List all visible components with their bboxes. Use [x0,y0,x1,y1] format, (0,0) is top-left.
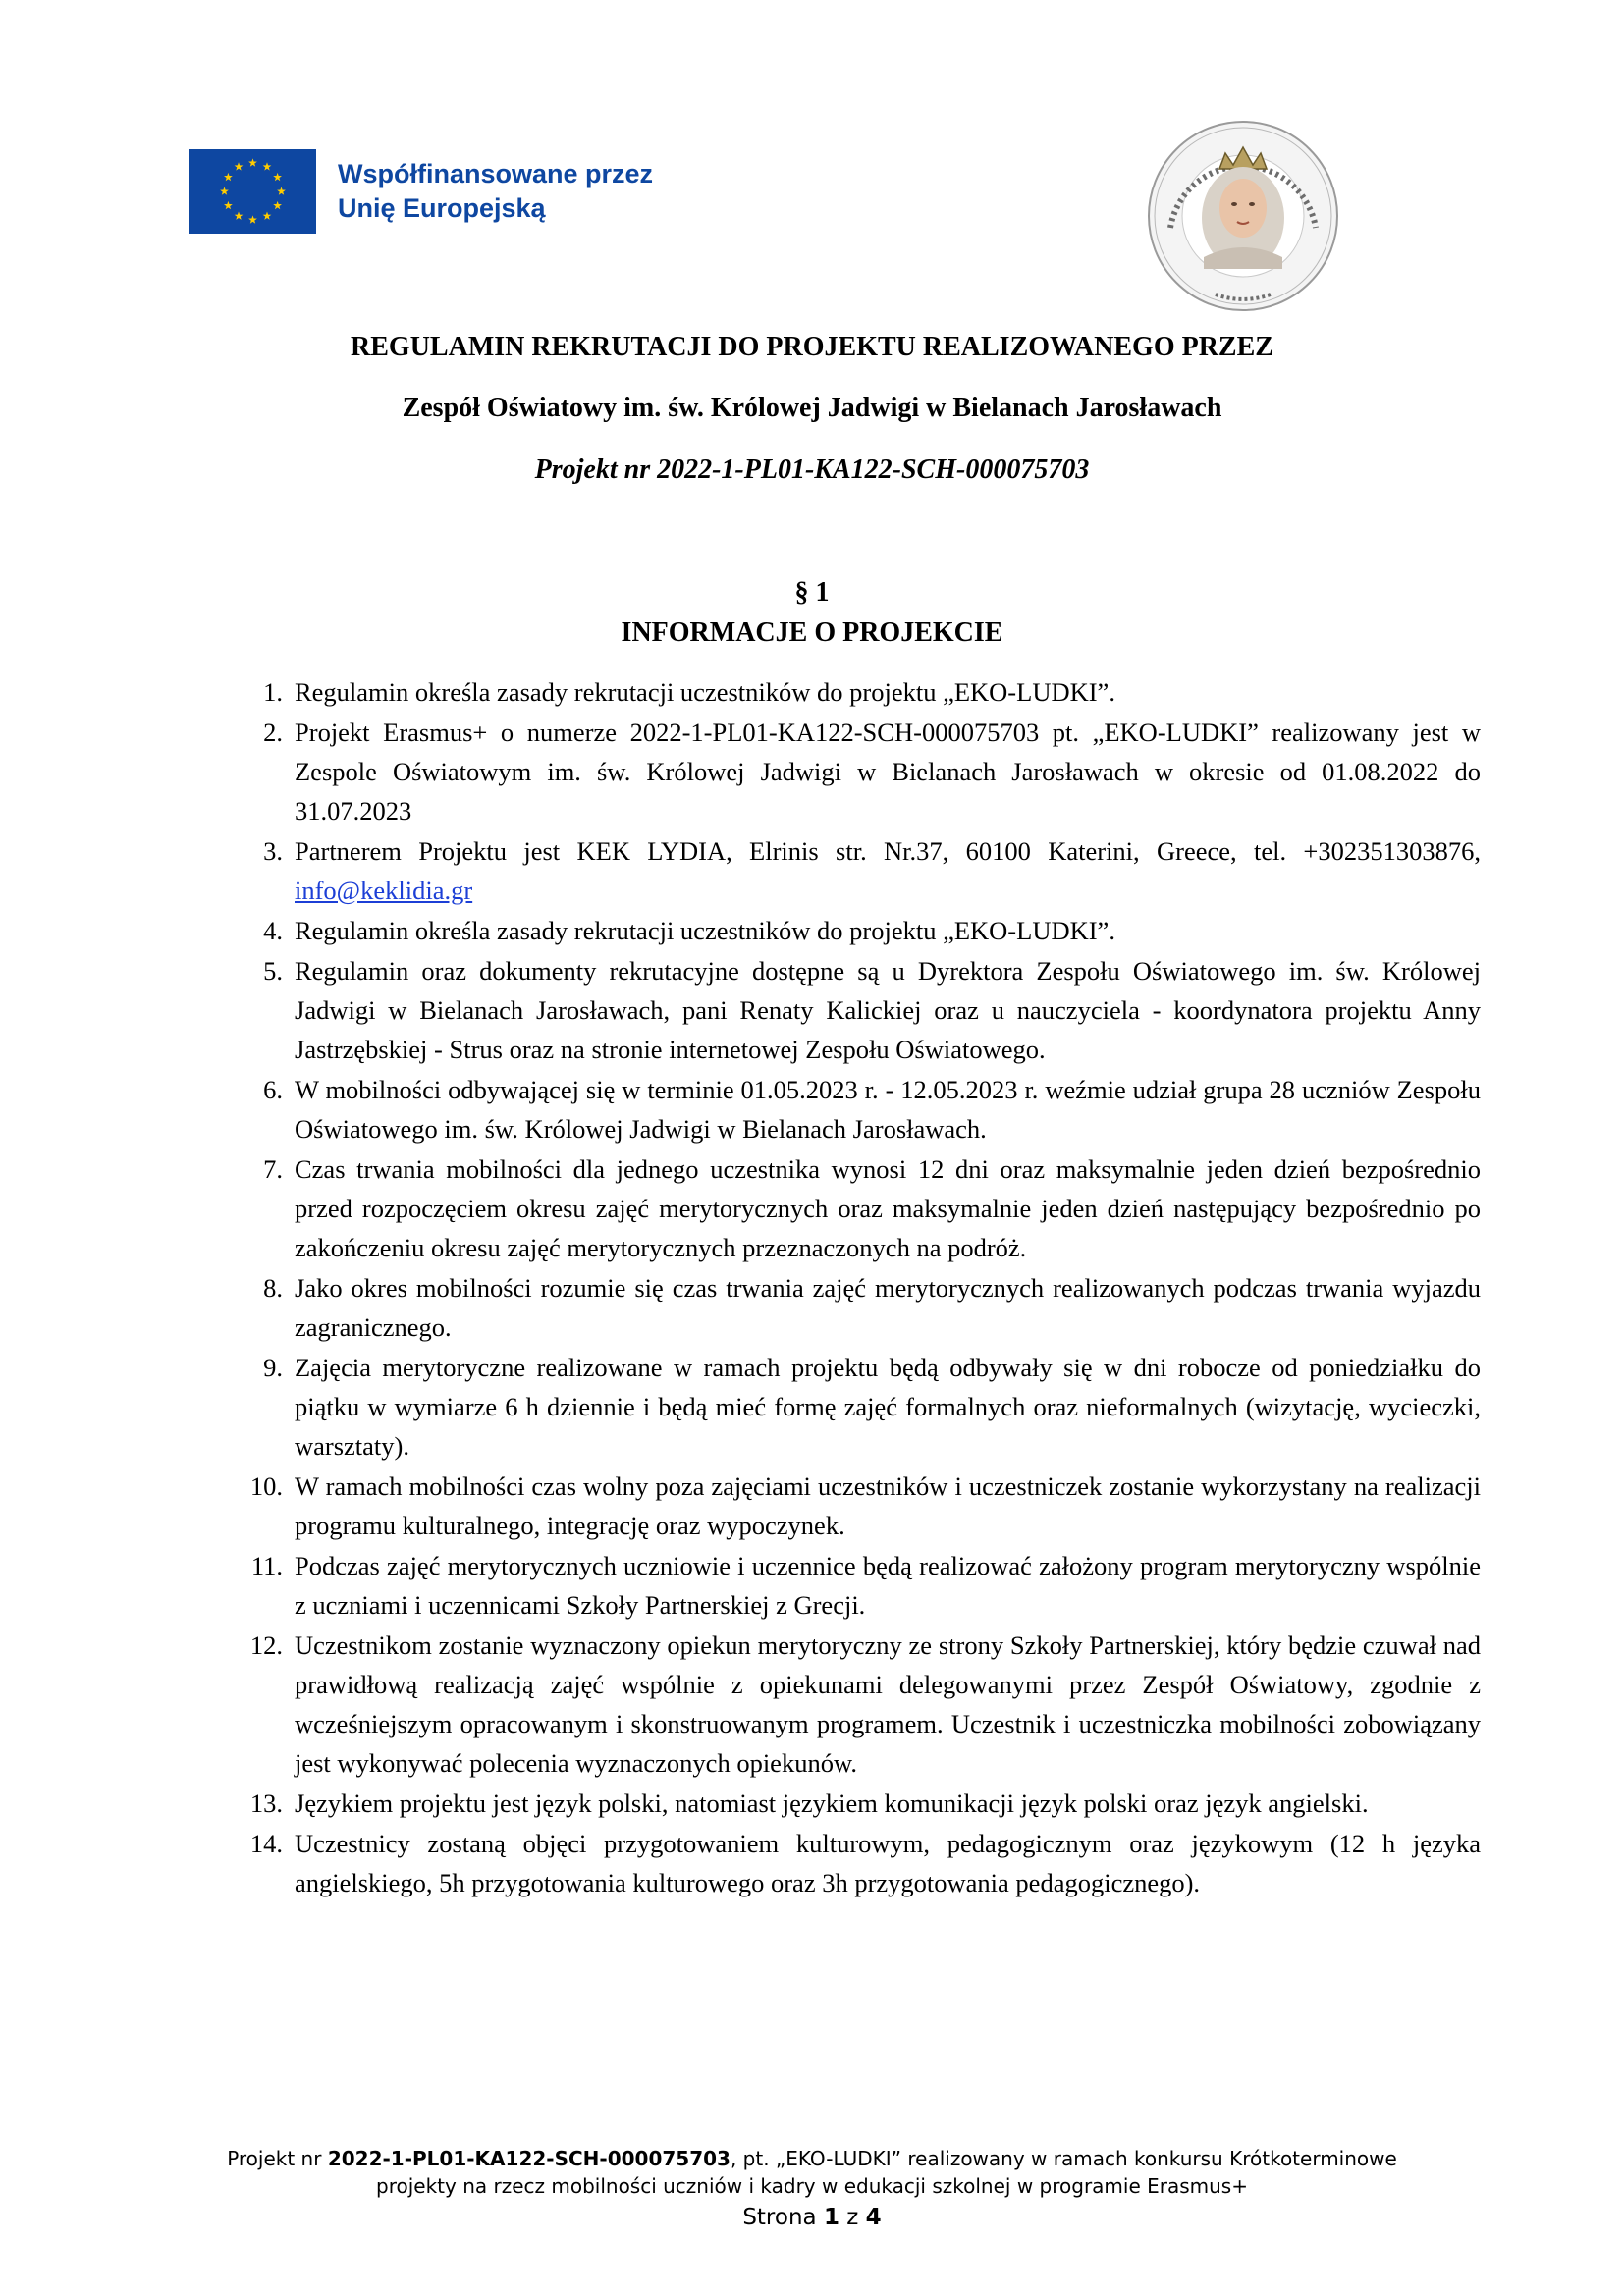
list-item-text: Projekt Erasmus+ o numerze 2022-1-PL01-KA122-SCH-000075703 pt. „EKO-LUDKI” realizowany jest w Zespole Oświatowym im. św. Królowej Jadwigi w Bielanach Jarosławach w okresie od 01.08.2022 do 31.07.2023 [295,718,1481,826]
list-item-number: 4. [263,916,283,945]
list-item-number: 11. [250,1551,283,1580]
list-item-text: Uczestnikom zostanie wyznaczony opiekun merytoryczny ze strony Szkoły Partnerskiej, który będzie czuwał nad prawidłową realizacją zajęć wspólnie z opiekunami delegowanymi przez Zespół Oświatowy, zgodnie z wcześniejszym opracowanym i skonstruowanym programem. Uczestnik i uczestniczka mobilności zobowiązany jest wykonywać polecenia wyznaczonych opiekunów. [295,1630,1481,1778]
eu-cofunding-text [338,157,653,226]
list-item [240,831,1481,910]
eu-star-icon [224,201,233,209]
email-link[interactable]: info@keklidia.gr [295,876,473,905]
eu-star-icon [248,215,257,223]
list-item [240,1149,1481,1267]
eu-star-icon [235,212,244,220]
list-item [240,1348,1481,1466]
list-item [240,951,1481,1069]
list-item [240,713,1481,830]
list-item-number: 8. [263,1273,283,1303]
page-separator: z [839,2205,866,2230]
list-item-number: 12. [249,1630,283,1660]
eu-text-line1: Współfinansowane przez [338,159,654,188]
list-item [240,1784,1481,1823]
list-item-text: Jako okres mobilności rozumie się czas trwania zajęć merytorycznych realizowanych podczas trwania wyjazdu zagranicznego. [295,1273,1481,1342]
list-item [240,911,1481,950]
list-item-number: 10. [249,1471,283,1501]
list-item-number: 2. [263,718,283,747]
page-current: 1 [823,2205,839,2230]
list-item [240,1467,1481,1545]
list-item-number: 7. [263,1154,283,1184]
page-total: 4 [865,2205,882,2230]
list-item-text: Zajęcia merytoryczne realizowane w ramach projektu będą odbywały się w dni robocze od poniedziałku do piątku w wymiarze 6 h dziennie i będą mieć formę zajęć formalnych oraz nieformalnych (wizytację, wycieczki, warsztaty). [295,1353,1481,1461]
document-title: REGULAMIN REKRUTACJI DO PROJEKTU REALIZOWANEGO PRZEZ [351,332,1273,362]
document-subtitle-school: Zespół Oświatowy im. św. Królowej Jadwigi w Bielanach Jarosławach [402,393,1222,423]
eu-star-icon [263,212,272,220]
school-seal-logo [1147,120,1339,312]
page-word: Strona [742,2205,824,2230]
list-item-number: 5. [263,956,283,986]
list-item-number: 9. [263,1353,283,1382]
footer-line1 [0,2145,1624,2172]
list-item-text: Regulamin określa zasady rekrutacji uczestników do projektu „EKO-LUDKI”. [295,677,1115,707]
document-project-number: Projekt nr 2022-1-PL01-KA122-SCH-000075703 [534,454,1090,485]
eu-cofunding-logo [189,149,653,234]
list-item-text: W mobilności odbywającej się w terminie 01.05.2023 r. - 12.05.2023 r. weźmie udział grupa 28 uczniów Zespołu Oświatowego im. św. Królowej Jadwigi w Bielanach Jarosławach. [295,1075,1481,1144]
footer-project-number: 2022-1-PL01-KA122-SCH-000075703 [327,2147,731,2170]
list-item-number: 13. [249,1789,283,1818]
page-number [0,2204,1624,2231]
list-item [240,1824,1481,1902]
eu-star-icon [273,201,282,209]
footer-prefix: Projekt nr [227,2147,328,2170]
list-item [240,1546,1481,1625]
footer-rest: , pt. „EKO-LUDKI” realizowany w ramach konkursu Krótkoterminowe [730,2147,1397,2170]
list-item [240,1268,1481,1347]
eu-star-icon [224,173,233,181]
eu-text-line2: Unię Europejską [338,193,546,223]
list-item-text: Czas trwania mobilności dla jednego uczestnika wynosi 12 dni oraz maksymalnie jeden dzień bezpośrednio przed rozpoczęciem okresu zajęć merytorycznych oraz maksymalnie jeden dzień następujący bezpośrednio po zakończeniu okresu zajęć merytorycznych przeznaczonych na podróż. [295,1154,1481,1262]
list-item-number: 6. [263,1075,283,1104]
eu-star-icon [263,162,272,170]
section-heading: INFORMACJE O PROJEKCIE [621,617,1003,648]
list-item [240,672,1481,712]
list-item-number: 1. [263,677,283,707]
footer-line2: projekty na rzecz mobilności uczniów i kadry w edukacji szkolnej w programie Erasmus+ [376,2174,1248,2198]
list-item-text: W ramach mobilności czas wolny poza zajęciami uczestników i uczestniczek zostanie wykorzystany na realizacji programu kulturalnego, integrację oraz wypoczynek. [295,1471,1481,1540]
list-item-text: Regulamin oraz dokumenty rekrutacyjne dostępne są u Dyrektora Zespołu Oświatowego im. św. Królowej Jadwigi w Bielanach Jarosławach, pani Renaty Kalickiej oraz u nauczyciela - koordynatora projektu Anny Jastrzębskiej - Strus oraz na stronie internetowej Zespołu Oświatowego. [295,956,1481,1064]
list-item [240,1070,1481,1148]
section-number: § 1 [794,577,830,608]
list-item-text: Językiem projektu jest język polski, natomiast językiem komunikacji język polski oraz język angielski. [295,1789,1369,1818]
list-item-text: Regulamin określa zasady rekrutacji uczestników do projektu „EKO-LUDKI”. [295,916,1115,945]
list-item [240,1626,1481,1783]
eu-star-icon [273,173,282,181]
eu-star-icon [248,158,257,166]
eu-star-icon [220,187,229,194]
list-item-text: Podczas zajęć merytorycznych uczniowie i uczennice będą realizować założony program merytoryczny wspólnie z uczniami i uczennicami Szkoły Partnerskiej z Grecji. [295,1551,1481,1620]
list-item-text: Partnerem Projektu jest KEK LYDIA, Elrinis str. Nr.37, 60100 Katerini, Greece, tel. +302351303876, [295,836,1481,866]
eu-star-icon [277,187,286,194]
list-item-number: 3. [263,836,283,866]
eu-star-icon [235,162,244,170]
list-item-number: 14. [249,1829,283,1858]
page-footer [0,2145,1624,2231]
eu-flag-icon [189,149,316,234]
list-item-text: Uczestnicy zostaną objęci przygotowaniem kulturowym, pedagogicznym oraz językowym (12 h języka angielskiego, 5h przygotowania kulturowego oraz 3h przygotowania pedagogicznego). [295,1829,1481,1897]
project-info-list [240,672,1481,1903]
